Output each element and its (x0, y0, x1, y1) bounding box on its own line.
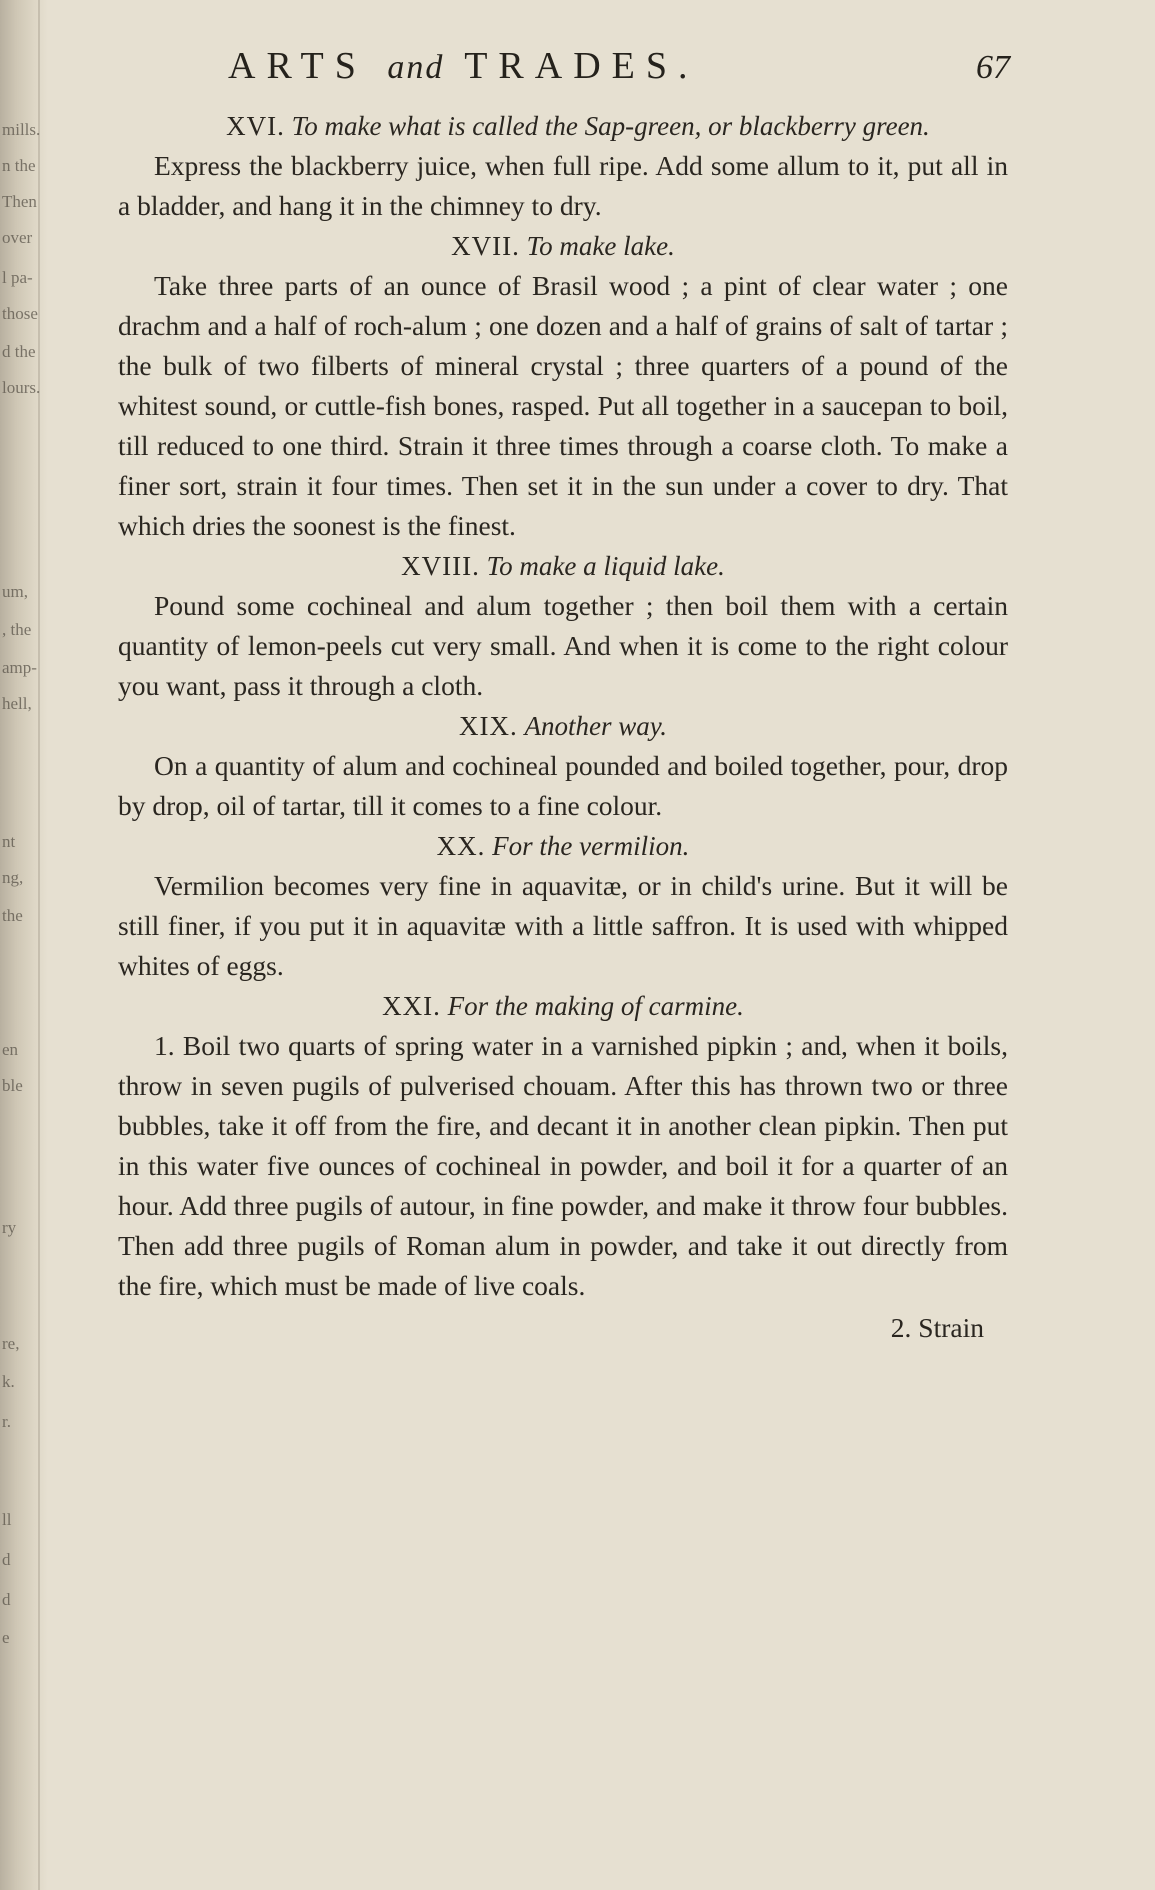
section-paragraph: Take three parts of an ounce of Brasil wood ; a pint of clear water ; one drachm and a half of roch-alum ; one dozen and a half of grains of salt of tartar ; the bulk of two filberts of mineral crystal ; three quarters of a pound of the whitest sound, or cuttle-fish bones, rasped. Put all together in a saucepan to boil, till reduced to one third. Strain it three times through a coarse cloth. To make a finer sort, strain it four times. Then set it in the sun under a cover to dry. That which dries the soonest is the finest. (118, 270, 1008, 541)
section-numeral: XVIII. (401, 551, 480, 581)
bleed-fragment: e (2, 1628, 10, 1647)
section-heading-xx (118, 826, 1008, 866)
bleed-fragment: those (2, 304, 38, 323)
gutter-fold-line (38, 0, 40, 1890)
bleed-fragment: d the (2, 342, 36, 361)
section-numeral: XVII. (451, 231, 520, 261)
bleed-fragment: the (2, 906, 23, 925)
bleed-fragment: mills. (2, 120, 41, 139)
bleed-fragment: d (2, 1590, 11, 1609)
bleed-fragment: amp- (2, 658, 37, 677)
section-paragraph: Express the blackberry juice, when full ripe. Add some allum to it, put all in a bladder, and hang it in the chimney to dry. (118, 150, 1008, 221)
section-title: To make what is called the Sap-green, or blackberry green. (291, 111, 930, 141)
section-heading-xviii (118, 546, 1008, 586)
running-title-trades: TRADES. (464, 45, 699, 87)
bleed-fragment: over (2, 228, 33, 247)
bleed-fragment: r. (2, 1412, 11, 1431)
bleed-fragment: en (2, 1040, 19, 1059)
bleed-fragment: k. (2, 1372, 15, 1391)
section-paragraph: Vermilion becomes very fine in aquavitæ, or in child's urine. But it will be still finer, if you put it in aquavitæ with a little saffron. It is used with whipped whites of eggs. (118, 870, 1008, 981)
bleed-fragment: Then (2, 192, 37, 211)
bleed-fragment: hell, (2, 694, 32, 713)
bleed-fragment: um, (2, 582, 28, 601)
bleed-fragment: ng, (2, 868, 24, 887)
bleed-fragment: nt (2, 832, 16, 851)
section-heading-xvii (118, 226, 1008, 266)
section-title: To make lake. (526, 231, 675, 261)
page-number: 67 (976, 49, 1010, 86)
section-title: For the making of carmine. (447, 991, 744, 1021)
section-numeral: XVI. (226, 111, 285, 141)
section-heading-xvi (118, 106, 1008, 146)
section-paragraph: 1. Boil two quarts of spring water in a varnished pipkin ; and, when it boils, throw in seven pugils of pulverised chouam. After this has thrown two or three bubbles, take it off from the fire, and decant it in another clean pipkin. Then put in this water five ounces of cochineal in powder, and boil it for a quarter of an hour. Add three pugils of autour, in fine powder, and make it throw four bubbles. Then add three pugils of Roman alum in powder, and take it out directly from the fire, which must be made of live coals. (118, 1030, 1008, 1301)
bleed-fragment: d (2, 1550, 11, 1569)
running-title (228, 46, 698, 88)
bleed-fragment: l pa- (2, 268, 33, 287)
running-title-arts: ARTS (228, 45, 367, 87)
section-heading-xxi (118, 986, 1008, 1026)
bleed-fragment: ry (2, 1218, 17, 1237)
bleed-fragment: , the (2, 620, 32, 639)
catchword: 2. Strain (890, 1312, 984, 1343)
bleed-fragment: n the (2, 156, 36, 175)
section-paragraph: Pound some cochineal and alum together ; then boil them with a certain quantity of lemon-peels cut very small. And when it is come to the right colour you want, pass it through a cloth. (118, 590, 1008, 701)
section-paragraph: On a quantity of alum and cochineal pounded and boiled together, pour, drop by drop, oil of tartar, till it comes to a fine colour. (118, 750, 1008, 821)
section-title: To make a liquid lake. (486, 551, 725, 581)
section-title: Another way. (524, 711, 667, 741)
facing-page-bleed-through (0, 120, 41, 1680)
running-title-and: and (387, 49, 445, 86)
page-content (118, 40, 1008, 1348)
running-header (118, 40, 1008, 106)
section-title: For the vermilion. (492, 831, 690, 861)
section-numeral: XIX. (459, 711, 518, 741)
bleed-fragment: ll (2, 1510, 12, 1529)
bleed-fragment: ble (2, 1076, 23, 1095)
section-numeral: XXI. (382, 991, 441, 1021)
bleed-fragment: lours. (2, 378, 41, 397)
section-heading-xix (118, 706, 1008, 746)
section-numeral: XX. (436, 831, 486, 861)
bleed-fragment: re, (2, 1334, 20, 1353)
